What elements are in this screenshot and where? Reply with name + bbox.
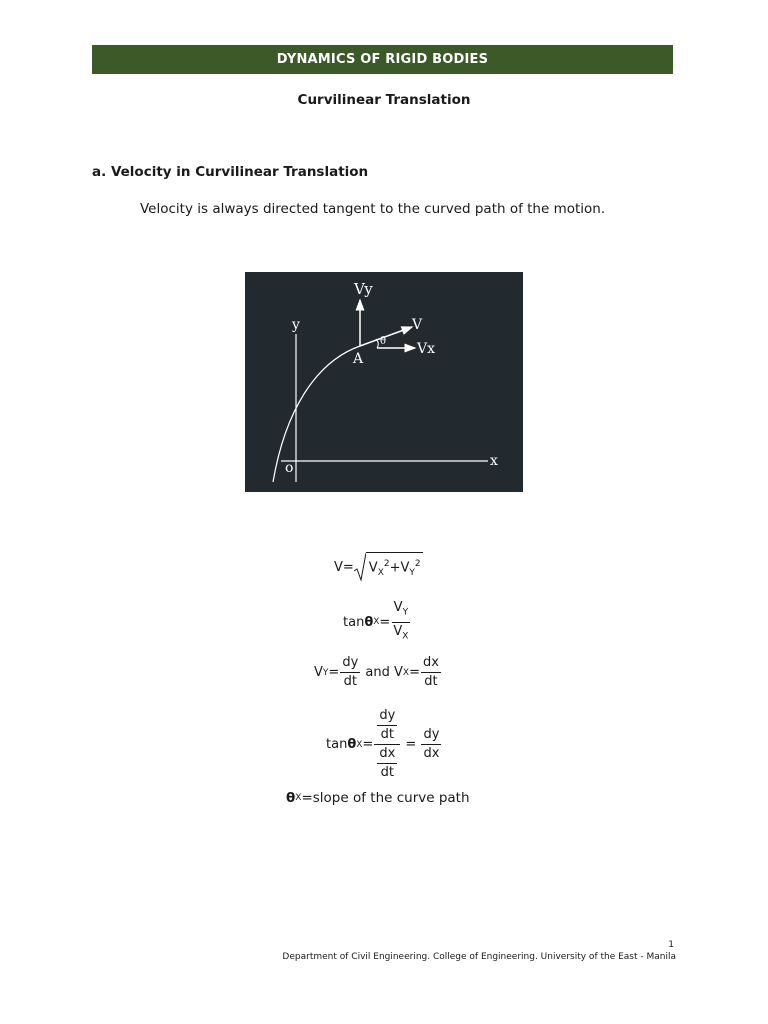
eq1-radicand bbox=[366, 552, 423, 582]
eq3-equals-1: = bbox=[328, 665, 340, 680]
eq4-inner-bottom-num: dx bbox=[377, 746, 397, 764]
eq4-inner-bottom-den: dt bbox=[380, 765, 394, 780]
eq3-f1-num: dy bbox=[340, 655, 360, 673]
label-a: A bbox=[353, 351, 364, 367]
eq1-vx-sup: 2 bbox=[383, 559, 390, 570]
equation-resultant-velocity bbox=[334, 552, 423, 582]
eq2-equals: = bbox=[379, 614, 391, 630]
eq3-vx: V bbox=[394, 665, 403, 680]
label-y: y bbox=[292, 317, 300, 333]
eq3-and: and bbox=[361, 665, 394, 680]
eq5-theta: θ bbox=[286, 790, 296, 806]
eq5-text: =slope of the curve path bbox=[301, 790, 470, 806]
eq4-theta-sub: X bbox=[356, 739, 363, 750]
eq1-vy-sup: 2 bbox=[414, 559, 421, 570]
eq4-inner-top bbox=[377, 708, 397, 743]
eq2-fraction bbox=[391, 600, 410, 644]
eq1-vx: V bbox=[368, 560, 378, 576]
eq3-fraction-1 bbox=[340, 655, 360, 690]
eq2-num-sub: Y bbox=[402, 607, 409, 618]
eq1-plus: + bbox=[389, 560, 401, 576]
eq1-lhs: V= bbox=[334, 559, 354, 575]
eq4-inner-bottom bbox=[377, 746, 397, 781]
eq3-equals-2: = bbox=[409, 665, 420, 680]
radical-sign-icon bbox=[354, 552, 366, 582]
eq3-f2-num: dx bbox=[421, 655, 441, 673]
label-v: V bbox=[412, 317, 423, 333]
label-vy: Vy bbox=[354, 280, 373, 298]
velocity-diagram bbox=[245, 272, 523, 492]
section-subtitle: Curvilinear Translation bbox=[297, 92, 471, 108]
velocity-diagram-svg bbox=[245, 272, 523, 492]
eq4-compound-fraction bbox=[374, 708, 400, 781]
eq2-tan: tan bbox=[343, 614, 365, 630]
label-x: x bbox=[490, 453, 498, 469]
document-title-banner bbox=[92, 45, 673, 74]
equation-component-velocities bbox=[314, 655, 442, 690]
eq1-vy-sub: Y bbox=[409, 568, 415, 578]
eq4-theta: θ bbox=[347, 737, 357, 752]
equation-slope-definition bbox=[286, 790, 470, 806]
eq4-tan: tan bbox=[326, 737, 348, 752]
eq3-vy-sub: Y bbox=[322, 667, 329, 678]
equation-slope-derivation bbox=[326, 708, 442, 781]
eq4-result-fraction bbox=[421, 727, 441, 762]
body-paragraph: Velocity is always directed tangent to the curved path of the motion. bbox=[140, 201, 606, 217]
footer-affiliation: Department of Civil Engineering. College of Engineering. University of the East - Manila bbox=[282, 952, 676, 962]
banner-title: DYNAMICS OF RIGID BODIES bbox=[276, 52, 489, 67]
eq5-theta-sub: X bbox=[295, 793, 302, 803]
equation-tan-theta bbox=[343, 600, 411, 644]
eq1-vy: V bbox=[400, 560, 410, 576]
eq4-inner-top-num: dy bbox=[377, 708, 397, 726]
label-o: o bbox=[285, 460, 294, 476]
eq3-vy: V bbox=[314, 665, 323, 680]
section-heading: a. Velocity in Curvilinear Translation bbox=[92, 164, 369, 180]
eq3-vx-sub: X bbox=[402, 667, 410, 678]
page-number: 1 bbox=[668, 940, 674, 950]
eq2-theta: θ bbox=[364, 614, 374, 630]
eq3-f2-den: dt bbox=[424, 674, 438, 689]
eq4-equals-2: = bbox=[401, 737, 421, 752]
eq2-theta-sub: X bbox=[373, 617, 380, 628]
eq4-equals: = bbox=[362, 737, 374, 752]
eq3-f1-den: dt bbox=[343, 674, 357, 689]
label-vx: Vx bbox=[417, 341, 436, 357]
label-theta: θ bbox=[380, 336, 387, 347]
eq2-num: V bbox=[393, 600, 403, 615]
eq4-result-den: dx bbox=[423, 746, 440, 761]
eq3-fraction-2 bbox=[421, 655, 441, 690]
eq1-sqrt bbox=[354, 552, 423, 582]
eq4-inner-top-den: dt bbox=[380, 727, 394, 742]
eq2-den-sub: X bbox=[402, 631, 409, 642]
eq1-vx-sub: X bbox=[377, 568, 384, 578]
eq4-result-num: dy bbox=[421, 727, 441, 745]
eq2-den: V bbox=[393, 623, 403, 639]
